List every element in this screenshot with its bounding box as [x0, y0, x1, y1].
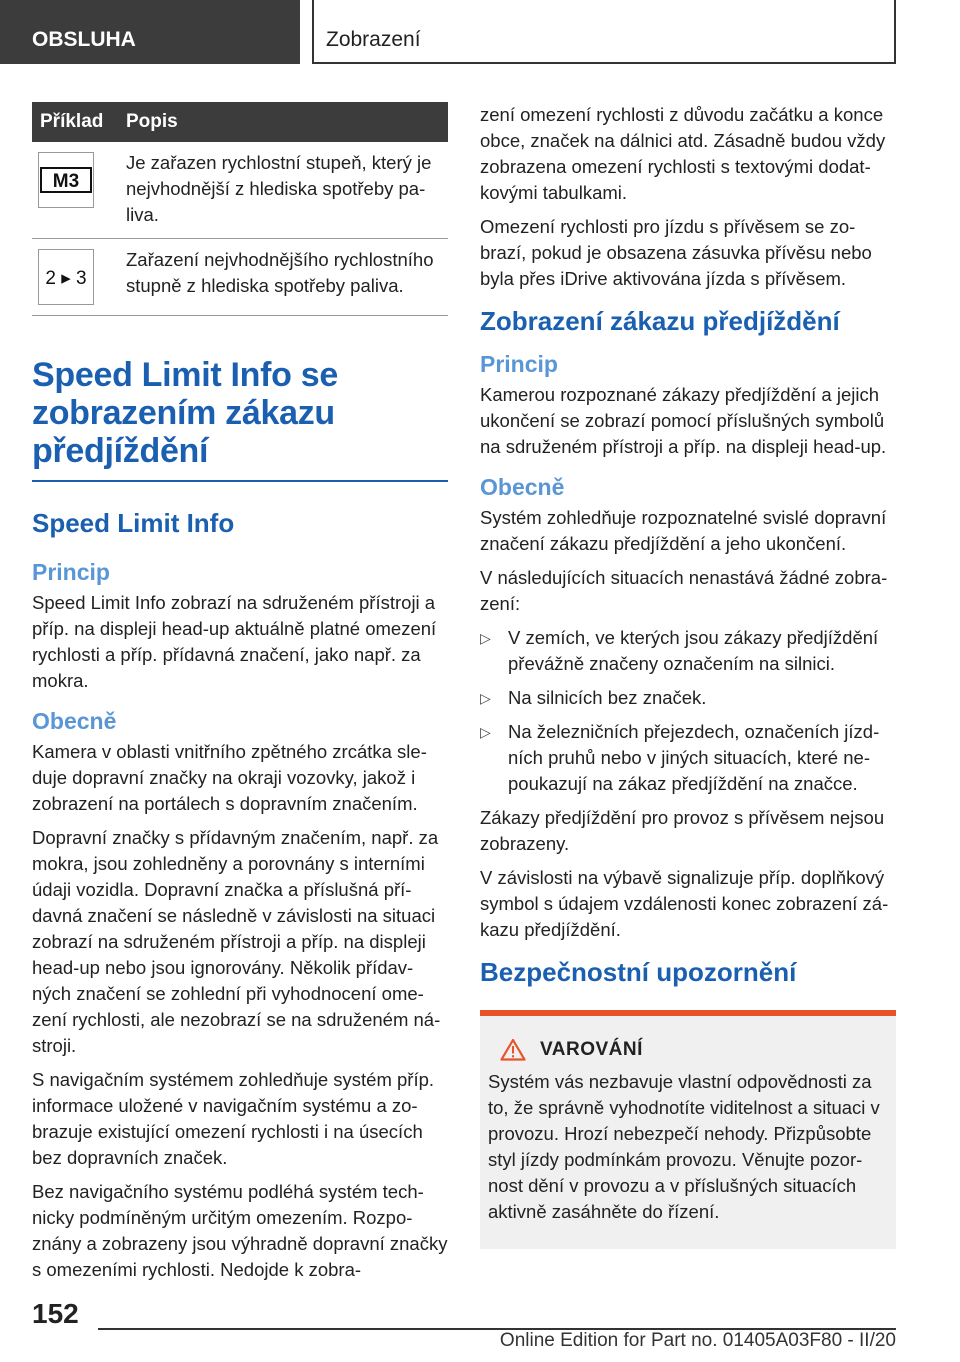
table-cell-text: Je zařazen rychlostní stupeň, který je nejvhodnější z hlediska spotřeby pa-liva. — [118, 142, 448, 239]
table-header-description: Popis — [118, 102, 448, 142]
list-item: ▷ V zemích, ve kterých jsou zákazy předjíždění převážně značeny označením na silnici. — [480, 627, 879, 674]
chapter-title: Zobrazení — [312, 0, 896, 64]
situation-list — [480, 625, 896, 797]
left-column — [32, 102, 448, 1291]
gear-shift-up-icon — [38, 249, 94, 305]
gear-m3-icon — [38, 152, 94, 208]
princip-text: Speed Limit Info zobrazí na sdruženém přístroji a příp. na displeji head-up aktuálně platné omezení rychlosti a příp. přídavná značení, jako např. za mokra. — [32, 592, 437, 691]
subheading-princip: Princip — [480, 351, 558, 377]
paragraph: V následujících situacích nenastává žádné zobra-zení: — [480, 567, 888, 614]
section-tab: OBSLUHA — [0, 0, 300, 64]
triangle-bullet-icon: ▷ — [480, 724, 491, 740]
table-row — [32, 142, 448, 239]
subheading-obecne: Obecně — [480, 474, 565, 500]
warning-title: VAROVÁNÍ — [540, 1038, 643, 1060]
triangle-bullet-icon: ▷ — [480, 690, 491, 706]
warning-text: Systém vás nezbavuje vlastní odpovědnosti za to, že správně vyhodnotíte viditelnost a situaci v provozu. Hrozí nebezpečí nehody. Přizpůsobte styl jízdy podmínkám provozu. Věnujte pozor-nost dění v provozu a v příslušných situacích aktivně zasáhněte do řízení. — [488, 1071, 880, 1222]
paragraph: Kamera v oblasti vnitřního zpětného zrcátka sle-duje dopravní značky na okraji vozovky, jakož i zobrazení na portálech s dopravním značením. — [32, 741, 427, 814]
subheading-princip: Princip — [32, 559, 110, 585]
paragraph: Dopravní značky s přídavným značením, např. za mokra, jsou zohledněny a porovnány s interními údaji vozidla. Dopravní značka a příslušná pří-davná značení se následně v závislosti na situaci zobrazí na sdruženém přístroji a příp. na displeji head-up nebo jsou ignorovány. Několik přídav-ných značení se zohlední při vyhodnocení ome-zení rychlosti, ale nezobrazí se na sdruženém ná-stroji. — [32, 827, 441, 1056]
page-number: 152 — [32, 1298, 79, 1329]
svg-text:M3: M3 — [52, 171, 80, 192]
table-header-example: Příklad — [32, 102, 118, 142]
gear-indicator-table — [32, 102, 448, 316]
gear-shift-symbol — [40, 264, 92, 290]
gear-m3-symbol — [40, 167, 92, 193]
section-heading-safety: Bezpečnostní upozornění — [480, 957, 797, 987]
paragraph: zení omezení rychlosti z důvodu začátku a konce obce, značek na dálnici atd. Zásadně budou vždy zobrazena omezení rychlosti s textovými dodat-kovými tabulkami. — [480, 104, 886, 203]
warning-box — [480, 1010, 896, 1249]
paragraph: S navigačním systémem zohledňuje systém příp. informace uložené v navigačním systému a zo-brazuje existující omezení rychlosti i na úsecích bez dopravních značek. — [32, 1069, 435, 1168]
subheading-obecne: Obecně — [32, 708, 117, 734]
paragraph: V závislosti na výbavě signalizuje příp. doplňkový symbol s údajem vzdálenosti konec zobrazení zá-kazu předjíždění. — [480, 867, 889, 940]
right-column — [480, 102, 896, 1249]
princip-text: Kamerou rozpoznané zákazy předjíždění a jejich ukončení se zobrazí pomocí příslušných symbolů na sdruženém přístroji a příp. na displeji head-up. — [480, 384, 887, 457]
paragraph: Zákazy předjíždění pro provoz s přívěsem nejsou zobrazeny. — [480, 807, 885, 854]
section-heading-overtaking: Zobrazení zákazu předjíždění — [480, 306, 840, 336]
paragraph: Omezení rychlosti pro jízdu s přívěsem se zo-brazí, pokud je obsazena zásuvka přívěsu nebo byla přes iDrive aktivována jízda s přívěsem. — [480, 216, 872, 289]
footer-edition: Online Edition for Part no. 01405A03F80 - II/20 — [499, 1330, 896, 1351]
section-heading: Speed Limit Info — [32, 508, 235, 538]
list-item: ▷ Na železničních přejezdech, označeních jízd-ních pruhů nebo v jiných situacích, které ne-poukazují na zákaz předjíždění na značce. — [480, 721, 880, 794]
main-heading: Speed Limit Info se zobrazením zákazu předjíždění — [32, 356, 448, 482]
paragraph: Bez navigačního systému podléhá systém tech-nicky podmíněným určitým omezením. Rozpo-znány a zobrazeny jsou výhradně dopravní značky s omezeními rychlosti. Nedojde k zobra- — [32, 1181, 448, 1280]
table-cell-text: Zařazení nejvhodnějšího rychlostního stupně z hlediska spotřeby paliva. — [118, 239, 448, 316]
list-item: ▷ Na silnicích bez značek. — [480, 685, 896, 711]
table-row — [32, 239, 448, 316]
svg-text:2 ▸ 3: 2 ▸ 3 — [45, 268, 87, 289]
paragraph: Systém zohledňuje rozpoznatelné svislé dopravní značení zákazu předjíždění a jeho ukončení. — [480, 507, 887, 554]
warning-triangle-icon — [500, 1038, 526, 1061]
triangle-bullet-icon: ▷ — [480, 630, 491, 646]
